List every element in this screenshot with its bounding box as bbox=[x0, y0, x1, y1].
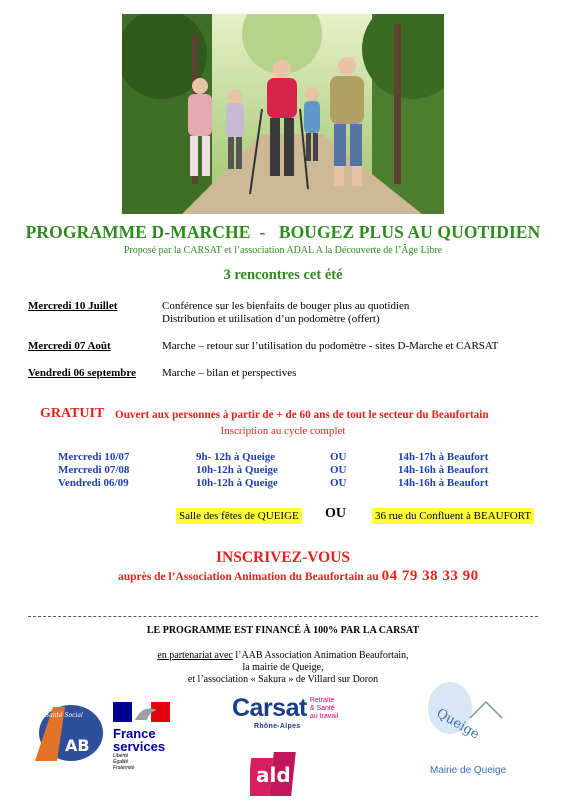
motto-3: Fraternité bbox=[113, 765, 135, 771]
signup-contact bbox=[118, 568, 479, 585]
signup-title: INSCRIVEZ-VOUS bbox=[215, 549, 351, 566]
carsat-region: Rhône-Alpes bbox=[254, 723, 301, 730]
motto-1: Liberté bbox=[113, 753, 129, 759]
schedule-date-1: Mercredi 10 Juillet bbox=[28, 300, 118, 312]
aab-logo-text: AB bbox=[65, 736, 90, 755]
venue-queige: Salle des fêtes de QUEIGE bbox=[176, 508, 302, 524]
schedule-desc-3: Marche – bilan et perspectives bbox=[162, 367, 297, 379]
session-morning-2: 10h-12h à Queige bbox=[196, 464, 278, 476]
session-afternoon-2: 14h-16h à Beaufort bbox=[398, 464, 489, 476]
adal-logo-text: ald bbox=[256, 763, 291, 787]
marianne-icon bbox=[113, 702, 170, 722]
section-divider bbox=[28, 616, 538, 617]
registration-note: Inscription au cycle complet bbox=[220, 425, 346, 437]
session-or-3: OU bbox=[330, 477, 347, 489]
partner-prefix: en partenariat avec bbox=[157, 650, 233, 661]
funding-statement: LE PROGRAMME EST FINANCÉ À 100% PAR LA CARSAT bbox=[146, 625, 420, 636]
france-services-line2: services bbox=[113, 739, 166, 754]
carsat-tagline bbox=[310, 697, 338, 721]
eligibility-text: Ouvert aux personnes à partir de + de 60 ans de tout le secteur du Beaufortain bbox=[115, 409, 489, 421]
session-or-1: OU bbox=[330, 451, 347, 463]
session-morning-3: 10h-12h à Queige bbox=[196, 477, 278, 489]
carsat-logo bbox=[232, 694, 352, 736]
carsat-name: Carsat bbox=[232, 694, 307, 722]
phone-number: 04 79 38 33 90 bbox=[381, 568, 479, 584]
schedule-desc-1-line2: Distribution et utilisation d’un podomètre (offert) bbox=[162, 313, 380, 325]
carsat-tag-3: au travail bbox=[309, 713, 339, 720]
schedule-date-3: Vendredi 06 septembre bbox=[28, 367, 136, 379]
schedule-date-2: Mercredi 07 Août bbox=[28, 340, 111, 352]
seniors-walking-photo bbox=[122, 14, 444, 214]
program-subtitle: Proposé par la CARSAT et l’association ADAL A la Découverte de l’Âge Libre bbox=[123, 245, 443, 256]
session-afternoon-1: 14h-17h à Beaufort bbox=[398, 451, 489, 463]
adal-logo bbox=[250, 750, 298, 796]
mairie-logo-word: Queige bbox=[433, 705, 482, 743]
aab-small-text: Santé Social bbox=[45, 712, 83, 719]
schedule-desc-1-line1: Conférence sur les bienfaits de bouger plus au quotidien bbox=[162, 300, 410, 312]
mairie-queige-logo bbox=[418, 678, 518, 778]
mairie-label: Mairie de Queige bbox=[430, 765, 507, 776]
session-afternoon-3: 14h-16h à Beaufort bbox=[398, 477, 489, 489]
session-morning-1: 9h- 12h à Queige bbox=[196, 451, 276, 463]
meetings-heading: 3 rencontres cet été bbox=[223, 267, 343, 283]
free-label: GRATUIT bbox=[40, 406, 105, 421]
carsat-tag-2: & Santé bbox=[309, 705, 335, 712]
venue-beaufort: 36 rue du Confluent à BEAUFORT bbox=[372, 508, 534, 524]
session-or-2: OU bbox=[330, 464, 347, 476]
schedule-desc-2: Marche – retour sur l’utilisation du podomètre - sites D-Marche et CARSAT bbox=[162, 340, 499, 352]
partner-line-1 bbox=[0, 650, 566, 661]
venue-or: OU bbox=[325, 506, 346, 521]
partner-line-2: la mairie de Queige, bbox=[242, 662, 324, 673]
france-services-logo bbox=[113, 702, 183, 782]
session-date-2: Mercredi 07/08 bbox=[58, 464, 130, 476]
partner-aab: l’AAB Association Animation Beaufortain, bbox=[232, 650, 409, 661]
france-services-line1: France bbox=[113, 726, 156, 741]
session-date-1: Mercredi 10/07 bbox=[58, 451, 130, 463]
session-date-3: Vendredi 06/09 bbox=[58, 477, 129, 489]
aab-logo bbox=[27, 701, 105, 763]
partner-line-3: et l’association « Sakura » de Villard sur Doron bbox=[187, 674, 379, 685]
signup-with: auprès de l’Association Animation du Beaufortain au bbox=[118, 571, 379, 583]
carsat-tag-1: Retraite bbox=[309, 697, 335, 704]
motto-2: Égalité bbox=[113, 759, 129, 765]
program-title: PROGRAMME D-MARCHE - BOUGEZ PLUS AU QUOTIDIEN bbox=[25, 222, 541, 242]
schedule-desc-1 bbox=[162, 300, 409, 326]
